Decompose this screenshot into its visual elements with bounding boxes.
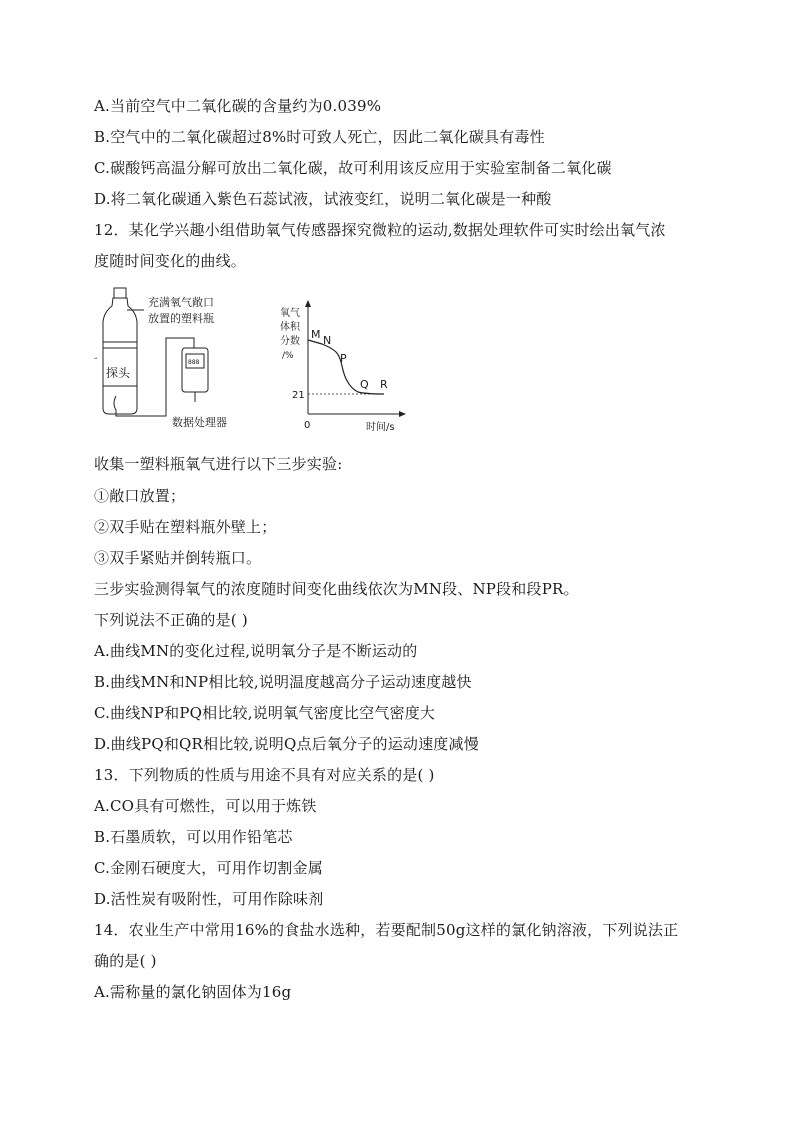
plastic-bottle: [103, 288, 137, 414]
option-11a: A.当前空气中二氧化碳的含量约为0.039%: [94, 97, 382, 115]
question-12-prompt: 下列说法不正确的是( ): [94, 611, 248, 629]
option-11b: B.空气中的二氧化碳超过8%时可致人死亡，因此二氧化碳具有毒性: [94, 128, 545, 146]
step-2: ②双手贴在塑料瓶外壁上；: [94, 518, 277, 536]
probe-label: 探头: [106, 366, 131, 380]
question-12-result: 三步实验测得氧气的浓度随时间变化曲线依次为MN段、NP段和段PR。: [94, 580, 579, 598]
oxygen-graph: [305, 300, 406, 417]
question-12-setup: 收集一塑料瓶氧气进行以下三步实验:: [94, 455, 343, 473]
x-axis-arrow: [399, 411, 406, 417]
processor-screen: 888: [188, 359, 200, 366]
option-13b: B.石墨质软，可以用作铅笔芯: [94, 828, 293, 846]
graph-ylabel-3: 分数: [280, 336, 300, 347]
question-14-line-1: 14．农业生产中常用16%的食盐水选种，若要配制50g这样的氯化钠溶液，下列说法正: [94, 921, 679, 939]
graph-y-tick-21: 21: [292, 390, 305, 401]
step-1: ①敞口放置；: [94, 487, 186, 505]
graph-ylabel-1: 氧气: [280, 308, 300, 319]
y-axis-arrow: [305, 300, 311, 307]
point-q-label: Q: [360, 378, 369, 391]
bottle-label-line-1: 充满氧气敞口: [148, 296, 214, 309]
data-processor: [182, 348, 208, 392]
point-n-label: N: [323, 334, 332, 347]
option-13a: A.CO具有可燃性，可以用于炼铁: [94, 797, 317, 815]
option-12a: A.曲线MN的变化过程,说明氧分子是不断运动的: [94, 642, 418, 660]
point-r-label: R: [380, 378, 388, 391]
option-14a: A.需称量的氯化钠固体为16g: [94, 983, 292, 1001]
option-13c: C.金刚石硬度大，可用作切割金属: [94, 859, 323, 877]
question-12-line-1: 12．某化学兴趣小组借助氧气传感器探究微粒的运动,数据处理软件可实时绘出氧气浓: [94, 221, 666, 239]
point-p-label: P: [340, 352, 347, 365]
option-11d: D.将二氧化碳通入紫色石蕊试液，试液变红，说明二氧化碳是一种酸: [94, 190, 552, 208]
graph-xlabel: 时间/s: [366, 422, 395, 433]
question-12-line-2: 度随时间变化的曲线。: [94, 252, 247, 270]
experiment-figure: [94, 286, 414, 436]
processor-label: 数据处理器: [172, 416, 227, 429]
graph-x-tick-0: 0: [304, 420, 311, 431]
question-14-line-2: 确的是( ): [94, 952, 157, 970]
oxygen-curve: [308, 340, 384, 394]
question-13: 13．下列物质的性质与用途不具有对应关系的是( ): [94, 766, 435, 784]
option-12c: C.曲线NP和PQ相比较,说明氧气密度比空气密度大: [94, 704, 436, 722]
graph-ylabel-4: /%: [282, 351, 294, 361]
experiment-figure-svg: [94, 286, 414, 436]
option-13d: D.活性炭有吸附性，可用作除味剂: [94, 890, 324, 908]
side-mark: ᵕ: [94, 355, 98, 365]
step-3: ③双手紧贴并倒转瓶口。: [94, 549, 262, 567]
option-11c: C.碳酸钙高温分解可放出二氧化碳，故可利用该反应用于实验室制备二氧化碳: [94, 159, 612, 177]
point-m-label: M: [311, 328, 321, 341]
option-12d: D.曲线PQ和QR相比较,说明Q点后氧分子的运动速度减慢: [94, 735, 479, 753]
bottle-label-line-2: 放置的塑料瓶: [148, 312, 214, 325]
graph-ylabel-2: 体积: [280, 322, 300, 333]
option-12b: B.曲线MN和NP相比较,说明温度越高分子运动速度越快: [94, 673, 472, 691]
